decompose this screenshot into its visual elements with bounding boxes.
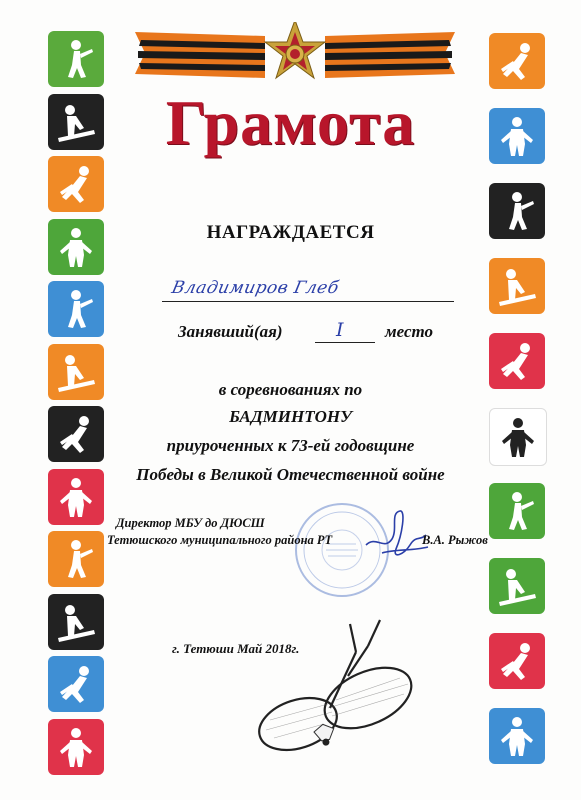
weightlifting-icon xyxy=(48,594,104,650)
basketball-icon xyxy=(489,483,545,539)
place-and-date: г. Тетюши Май 2018г. xyxy=(172,641,300,656)
running-icon xyxy=(489,33,545,89)
synchronized-swimming-icon xyxy=(48,656,104,712)
signer-title-line-2: Тетюшского муниципального района РТ xyxy=(107,533,333,547)
place-word: место xyxy=(385,322,434,341)
signer-name: В.А. Рыжов xyxy=(422,533,488,547)
signer-title-line-1: Директор МБУ до ДЮСШ xyxy=(116,516,265,530)
competition-line-3: приуроченных к 73-ей годовщине xyxy=(166,436,415,455)
football-icon xyxy=(489,633,545,689)
shooting-icon xyxy=(48,281,104,337)
st-george-ribbon-emblem xyxy=(135,22,455,86)
competition-sport: БАДМИНТОНУ xyxy=(229,407,352,426)
water-polo-icon xyxy=(48,719,104,775)
diving-icon xyxy=(48,156,104,212)
place-label: Занявший(ая) xyxy=(178,322,283,341)
certificate-title: Грамота xyxy=(165,87,416,158)
archery-icon xyxy=(48,31,104,87)
recipient-name: Владимиров Глеб xyxy=(169,278,341,298)
hockey-icon xyxy=(489,258,545,314)
place-value: I xyxy=(336,319,344,341)
cycling-icon xyxy=(489,558,545,614)
dog-sport-icon xyxy=(489,708,545,764)
place-line xyxy=(315,342,375,343)
competition-line-4: Победы в Великой Отечественной войне xyxy=(136,465,445,484)
fencing-icon xyxy=(48,531,104,587)
badminton-rackets-illustration xyxy=(250,612,425,762)
competition-line-1: в соревнованиях по xyxy=(218,380,363,399)
recipient-name-line xyxy=(162,300,454,302)
awarded-heading: НАГРАЖДАЕТСЯ xyxy=(206,222,375,243)
